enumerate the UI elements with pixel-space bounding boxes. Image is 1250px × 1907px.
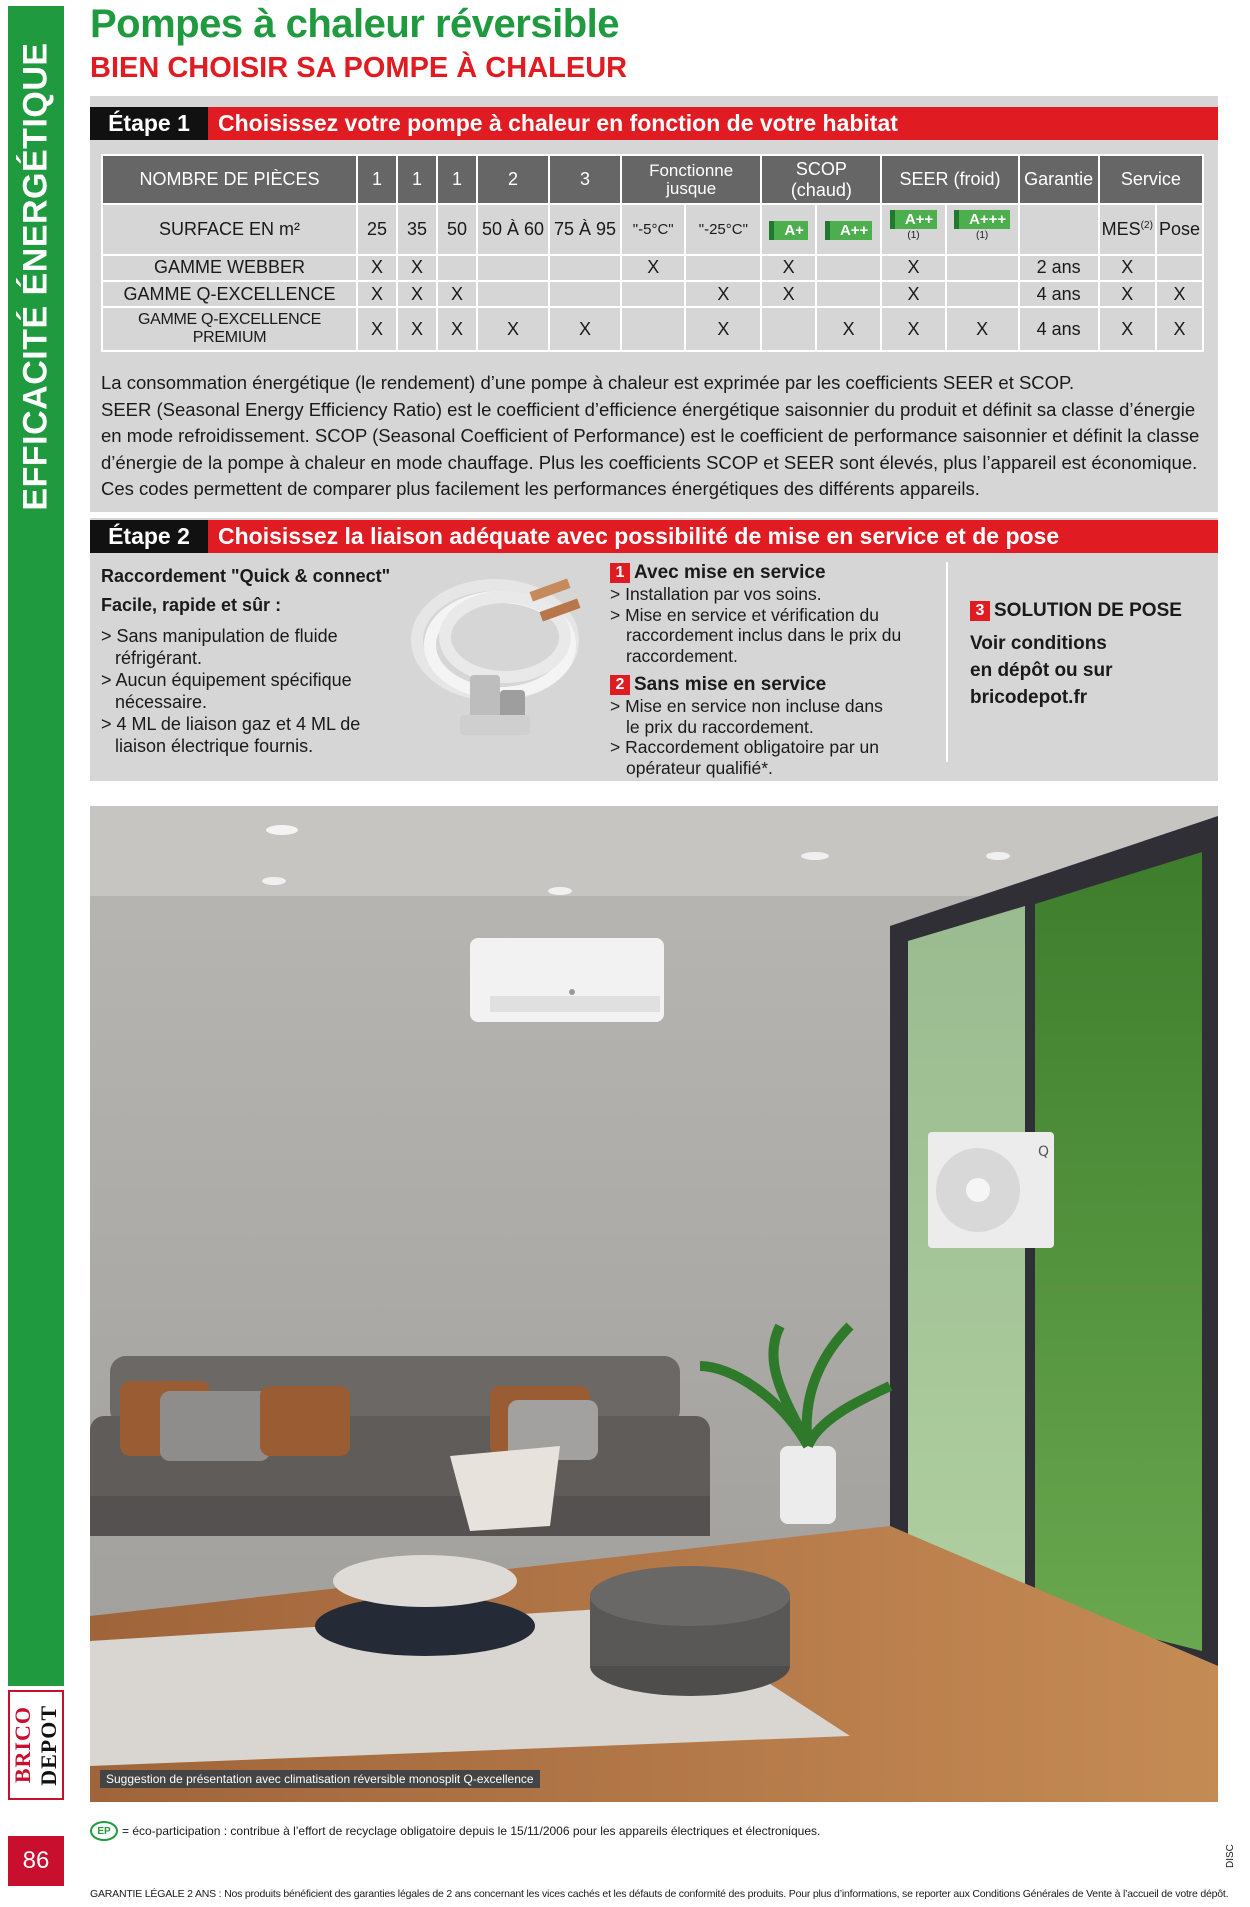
side-title: EFFICACITÉ ÉNERGÉTIQUE xyxy=(16,41,55,511)
energy-class-cell xyxy=(761,204,816,255)
table-cell xyxy=(621,307,685,351)
header-col: 2 xyxy=(477,155,549,204)
option3-title: 3 SOLUTION DE POSE xyxy=(970,600,1182,622)
footnote-marker: (2) xyxy=(1140,219,1153,231)
step2-label: Étape 2 xyxy=(90,520,208,553)
row-label: SURFACE EN m² xyxy=(102,204,357,255)
table-cell xyxy=(816,281,881,307)
list-item: > Mise en service et vérification du raccordement inclus dans le prix du raccordement. xyxy=(610,604,902,666)
list-item: > 4 ML de liaison gaz et 4 ML de liaison électrique fournis. xyxy=(101,714,361,756)
table-cell: X xyxy=(881,281,945,307)
table-cell xyxy=(549,281,621,307)
table-cell: 25 xyxy=(357,204,397,255)
table-cell: X xyxy=(397,307,437,351)
page-title: Pompes à chaleur réversible xyxy=(90,2,619,46)
table-cell xyxy=(477,281,549,307)
living-room-photo xyxy=(90,806,1218,1802)
option1-list xyxy=(610,584,930,666)
table-cell: 35 xyxy=(397,204,437,255)
header-col: 1 xyxy=(397,155,437,204)
table-cell: X xyxy=(437,281,477,307)
header-seer: SEER (froid) xyxy=(881,155,1018,204)
quick-connect-title: Raccordement "Quick & connect" xyxy=(101,566,391,586)
table-cell: X xyxy=(437,307,477,351)
step1-heading: Choisissez votre pompe à chaleur en fonction de votre habitat xyxy=(218,110,898,136)
photo-caption: Suggestion de présentation avec climatisation réversible monosplit Q-excellence xyxy=(100,1770,540,1788)
table-cell: X xyxy=(357,255,397,281)
table-cell: Pose xyxy=(1156,204,1203,255)
energy-class-cell xyxy=(946,204,1019,255)
list-item: > Installation par vos soins. xyxy=(610,584,822,604)
energy-description: La consommation énergétique (le rendement) d’une pompe à chaleur est exprimée par les coefficients SEER et SCOP. SEER (Seasonal Energy Efficiency Ratio) est le coefficient d’efficience énergétique saisonnier du produit et définit sa classe d’énergie en mode refroidissement. SCOP (Seasonal Coefficient of Performance) est le coefficient de performance saisonnier et définit la classe d’énergie de la pompe à chaleur en mode chauffage. Plus les coefficients SCOP et SEER sont élevés, plus l’appareil est économique. Ces codes permettent de comparer plus facilement les performances énergétiques des différents appareils. xyxy=(101,372,1200,499)
eco-participation-icon: EP xyxy=(90,1821,118,1841)
outdoor-unit-logo: Q xyxy=(1038,1144,1050,1160)
step1-bar xyxy=(90,107,1218,140)
option-number: 3 xyxy=(970,601,990,621)
row-label: GAMME Q-EXCELLENCE xyxy=(102,281,357,307)
energy-class-cell xyxy=(881,204,945,255)
energy-badge: A+++ xyxy=(954,210,1010,229)
table-cell: X xyxy=(397,255,437,281)
table-cell: X xyxy=(816,307,881,351)
table-cell: X xyxy=(881,307,945,351)
header-service: Service xyxy=(1099,155,1203,204)
step1-label: Étape 1 xyxy=(90,107,208,140)
footnote-marker: (1) xyxy=(976,230,989,242)
disc-label: DISC xyxy=(1225,1844,1236,1868)
table-row xyxy=(102,307,1203,351)
quick-connect-list xyxy=(101,625,391,757)
header-col: 1 xyxy=(357,155,397,204)
quick-connect-subtitle: Facile, rapide et sûr : xyxy=(101,595,282,615)
table-cell: X xyxy=(761,255,816,281)
header-garantie: Garantie xyxy=(1019,155,1099,204)
energy-class-cell xyxy=(816,204,881,255)
legal-notice: GARANTIE LÉGALE 2 ANS : Nos produits bénéficient des garanties légales de 2 ans concernant les vices cachés et les défauts de conformité des produits. Pour plus d’informations, se reporter aux Conditions Générales de Vente à l’accueil de votre dépôt. xyxy=(90,1888,1229,1900)
table-cell: X xyxy=(357,281,397,307)
header-scop: SCOP (chaud) xyxy=(761,155,881,204)
table-cell: X xyxy=(621,255,685,281)
option-number: 1 xyxy=(610,563,630,583)
table-cell: X xyxy=(357,307,397,351)
table-cell: X xyxy=(1156,307,1203,351)
table-cell xyxy=(685,255,761,281)
list-item: > Aucun équipement spécifique nécessaire. xyxy=(101,670,352,712)
table-cell: 2 ans xyxy=(1019,255,1099,281)
table-cell xyxy=(816,255,881,281)
table-cell: X xyxy=(1099,281,1156,307)
table-cell: 4 ans xyxy=(1019,281,1099,307)
table-cell: X xyxy=(549,307,621,351)
list-item: > Sans manipulation de fluide réfrigérant. xyxy=(101,626,338,668)
table-cell: X xyxy=(946,307,1019,351)
eco-participation-note: EP = éco-participation : contribue à l’effort de recyclage obligatoire depuis le 15/11/2006 pour les appareils électriques et électroniques. xyxy=(90,1821,820,1841)
table-cell xyxy=(946,281,1019,307)
table-cell: 50 xyxy=(437,204,477,255)
table-cell: X xyxy=(477,307,549,351)
table-cell: X xyxy=(397,281,437,307)
table-row xyxy=(102,255,1203,281)
list-item: > Raccordement obligatoire par un opérateur qualifié*. xyxy=(610,737,879,778)
table-cell xyxy=(621,281,685,307)
table-cell xyxy=(1019,204,1099,255)
step2-heading: Choisissez la liaison adéquate avec possibilité de mise en service et de pose xyxy=(218,523,1060,549)
table-cell: X xyxy=(881,255,945,281)
header-col: 1 xyxy=(437,155,477,204)
table-cell xyxy=(1156,255,1203,281)
table-cell xyxy=(946,255,1019,281)
pose-conditions: Voir conditions en dépôt ou sur bricodepot.fr xyxy=(970,630,1113,711)
table-cell: 4 ans xyxy=(1019,307,1099,351)
cable-kit-image xyxy=(400,565,600,745)
table-cell: X xyxy=(761,281,816,307)
list-item: > Mise en service non incluse dans le prix du raccordement. xyxy=(610,696,883,737)
option-number: 2 xyxy=(610,675,630,695)
table-cell xyxy=(437,255,477,281)
energy-badge: A++ xyxy=(825,221,872,240)
table-cell xyxy=(477,255,549,281)
row-label: GAMME WEBBER xyxy=(102,255,357,281)
table-cell: "-5°C" xyxy=(621,204,685,255)
option2-title: 2 Sans mise en service xyxy=(610,674,826,696)
table-row xyxy=(102,281,1203,307)
energy-badge: A+ xyxy=(769,221,808,240)
table-cell: X xyxy=(1099,307,1156,351)
page-subtitle: BIEN CHOISIR SA POMPE À CHALEUR xyxy=(90,52,628,84)
divider xyxy=(946,562,948,762)
header-pieces: NOMBRE DE PIÈCES xyxy=(102,155,357,204)
table-cell: "-25°C" xyxy=(685,204,761,255)
option2-list xyxy=(610,696,900,778)
table-cell xyxy=(761,307,816,351)
table-cell xyxy=(549,255,621,281)
option1-title: 1 Avec mise en service xyxy=(610,562,826,584)
table-cell: 50 À 60 xyxy=(477,204,549,255)
table-cell: X xyxy=(685,281,761,307)
energy-badge: A++ xyxy=(890,210,937,229)
header-col: 3 xyxy=(549,155,621,204)
brico-depot-logo: BRICO DEPOT xyxy=(8,1690,64,1800)
step2-bar xyxy=(90,520,1218,553)
comparison-table xyxy=(101,154,1204,352)
table-cell: MES$^{(2)}$ xyxy=(1099,204,1156,255)
table-row xyxy=(102,204,1203,255)
footnote-marker: (1) xyxy=(907,230,920,242)
page-number: 86 xyxy=(8,1836,64,1886)
table-cell: X xyxy=(1156,281,1203,307)
bricodepot-link[interactable]: bricodepot.fr xyxy=(970,687,1088,708)
table-cell: X xyxy=(1099,255,1156,281)
row-label: GAMME Q-EXCELLENCE PREMIUM xyxy=(102,307,357,351)
table-header-row xyxy=(102,155,1203,204)
header-fonctionne: Fonctionne jusque xyxy=(621,155,761,204)
table-cell: X xyxy=(685,307,761,351)
table-cell: 75 À 95 xyxy=(549,204,621,255)
